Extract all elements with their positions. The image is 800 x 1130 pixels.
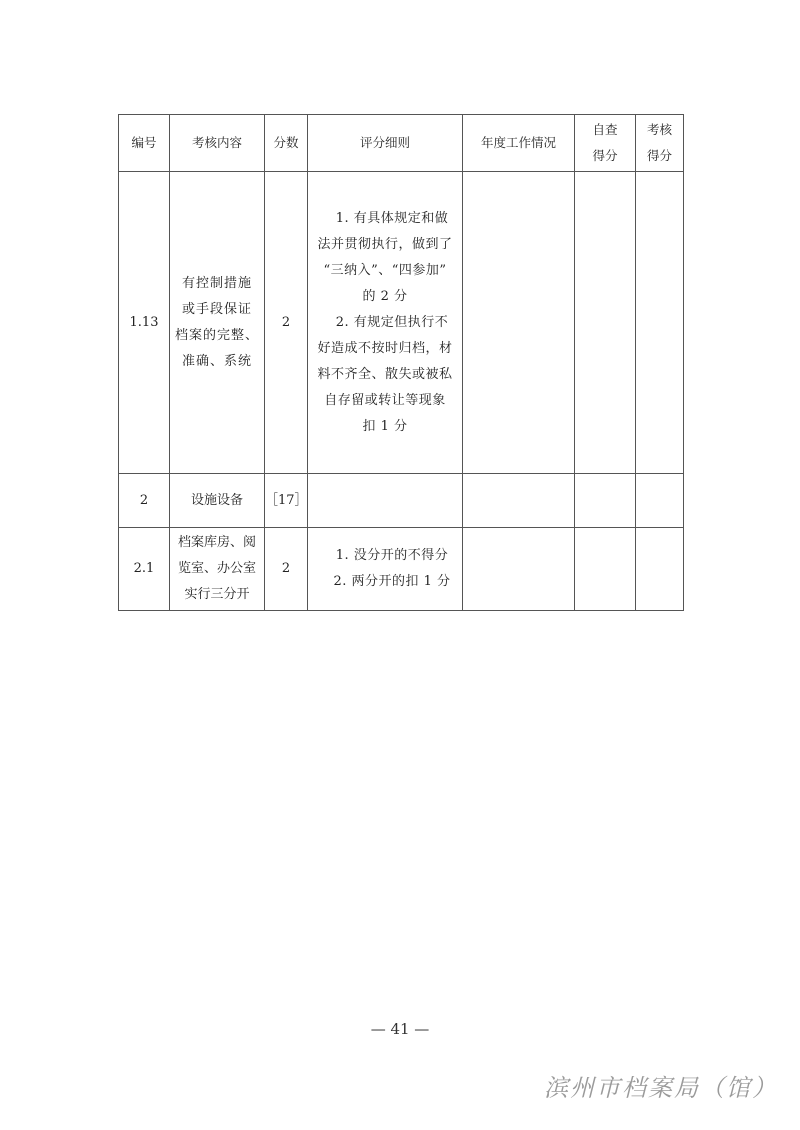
row-self-check-score	[575, 172, 636, 474]
criteria-line: 扣 1 分	[362, 418, 408, 434]
row-review-score	[636, 172, 684, 474]
content-line: 览室、办公室	[177, 561, 256, 576]
table-header-row	[119, 115, 684, 172]
header-review-line1: 考核	[646, 122, 672, 137]
row-id: 2.1	[119, 528, 170, 611]
row-annual-work	[463, 172, 575, 474]
row-review-score	[636, 474, 684, 528]
row-content: 设施设备	[170, 474, 265, 528]
header-score: 分数	[265, 115, 308, 172]
row-id: 2	[119, 474, 170, 528]
row-self-check-score	[575, 528, 636, 611]
header-content: 考核内容	[170, 115, 265, 172]
page-number: — 41 —	[370, 1020, 430, 1038]
header-id: 编号	[119, 115, 170, 172]
row-criteria	[308, 474, 463, 528]
table-row	[119, 528, 684, 611]
criteria-line: 2. 两分开的扣 1 分	[333, 574, 451, 589]
criteria-line: 自存留或转让等现象	[324, 392, 446, 408]
header-criteria: 评分细则	[308, 115, 463, 172]
row-content	[170, 528, 265, 611]
header-review-line2: 得分	[646, 148, 672, 163]
content-line: 或手段保证	[181, 301, 252, 317]
content-line: 有控制措施	[181, 275, 252, 291]
row-review-score	[636, 528, 684, 611]
watermark: 滨州市档案局（馆）	[544, 1074, 778, 1102]
criteria-line: 1. 有具体规定和做	[335, 210, 449, 226]
header-annual-work: 年度工作情况	[463, 115, 575, 172]
row-annual-work	[463, 474, 575, 528]
criteria-line: “三纳入”、“四参加”	[323, 262, 447, 278]
row-self-check-score	[575, 474, 636, 528]
criteria-line: 料不齐全、散失或被私	[317, 366, 453, 382]
header-review-score	[636, 115, 684, 172]
row-id: 1.13	[119, 172, 170, 474]
criteria-line: 的 2 分	[362, 288, 408, 304]
row-criteria	[308, 172, 463, 474]
content-line: 准确、系统	[181, 353, 252, 369]
row-score: ［17］	[265, 474, 308, 528]
content-line: 档案库房、阅	[177, 535, 256, 550]
table-row	[119, 474, 684, 528]
header-self-check-line1: 自查	[592, 122, 618, 137]
row-criteria	[308, 528, 463, 611]
row-score: 2	[265, 528, 308, 611]
content-line: 实行三分开	[184, 587, 250, 602]
criteria-line: 好造成不按时归档，材	[317, 340, 453, 356]
header-self-check-score	[575, 115, 636, 172]
table-row	[119, 172, 684, 474]
criteria-line: 法并贯彻执行，做到了	[317, 236, 453, 252]
header-self-check-line2: 得分	[592, 148, 618, 163]
content-line: 档案的完整、	[174, 327, 259, 343]
row-annual-work	[463, 528, 575, 611]
assessment-table	[118, 114, 684, 611]
criteria-line: 1. 没分开的不得分	[335, 548, 449, 563]
criteria-line: 2. 有规定但执行不	[335, 314, 449, 330]
row-content	[170, 172, 265, 474]
row-score: 2	[265, 172, 308, 474]
